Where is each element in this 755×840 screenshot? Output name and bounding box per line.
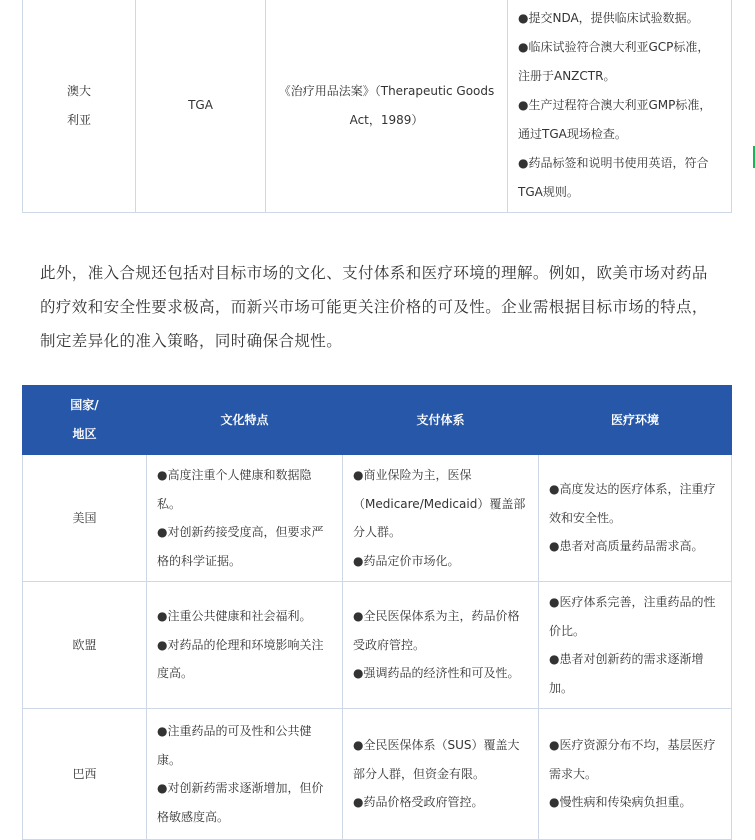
payment-cell <box>343 455 539 582</box>
cell-item: ●注重公共健康和社会福利。 <box>157 609 312 624</box>
country-cell <box>23 0 136 213</box>
header-region-line: 国家/ <box>70 398 99 412</box>
payment-cell <box>343 582 539 709</box>
header-region-line: 地区 <box>72 427 97 441</box>
cell-item: ●医疗体系完善，注重药品的性价比。 <box>549 595 716 638</box>
requirement-item: ●临床试验符合澳大利亚GCP标准，注册于ANZCTR。 <box>518 40 710 83</box>
culture-cell <box>147 582 343 709</box>
requirement-item: ●提交NDA，提供临床试验数据。 <box>518 11 699 25</box>
cell-item: ●对药品的伦理和环境影响关注度高。 <box>157 637 324 681</box>
cell-item: ●对创新药接受度高，但要求严格的科学证据。 <box>157 525 324 568</box>
cell-item: ●高度注重个人健康和数据隐私。 <box>157 468 312 511</box>
header-payment: 支付体系 <box>343 386 539 455</box>
payment-cell <box>343 709 539 840</box>
requirement-item: ●生产过程符合澳大利亚GMP标准，通过TGA现场检查。 <box>518 98 712 141</box>
table-row <box>23 582 732 709</box>
country-line: 利亚 <box>66 112 91 127</box>
cell-item: ●药品定价市场化。 <box>353 553 460 568</box>
australia-regulation-table <box>22 0 732 213</box>
table-row <box>23 0 732 213</box>
header-culture: 文化特点 <box>147 386 343 455</box>
cell-item: ●商业保险为主，医保（Medicare/Medicaid）覆盖部分人群。 <box>353 468 526 539</box>
region-cell: 巴西 <box>23 709 147 840</box>
cell-item: ●患者对高质量药品需求高。 <box>549 539 704 554</box>
market-comparison-table <box>22 385 732 840</box>
cell-item: ●患者对创新药的需求逐渐增加。 <box>549 652 704 695</box>
cell-item: ●药品价格受政府管控。 <box>353 795 484 810</box>
medical-cell <box>539 455 732 582</box>
cell-item: ●全民医保体系为主，药品价格受政府管控。 <box>353 609 520 652</box>
cell-item: ●注重药品的可及性和公共健康。 <box>157 724 312 767</box>
cell-item: ●慢性病和传染病负担重。 <box>549 795 692 810</box>
culture-cell <box>147 455 343 582</box>
table-row <box>23 709 732 840</box>
law-cell: 《治疗用品法案》（Therapeutic Goods Act，1989） <box>266 0 508 213</box>
medical-cell <box>539 582 732 709</box>
cell-item: ●强调药品的经济性和可及性。 <box>353 666 520 681</box>
region-cell: 美国 <box>23 455 147 582</box>
table-row <box>23 455 732 582</box>
medical-cell <box>539 709 732 840</box>
cell-item: ●全民医保体系（SUS）覆盖大部分人群，但资金有限。 <box>353 738 520 781</box>
intro-paragraph: 此外，准入合规还包括对目标市场的文化、支付体系和医疗环境的理解。例如，欧美市场对药品的疗效和安全性要求极高，而新兴市场可能更关注价格的可及性。企业需根据目标市场的特点，制定差异化的准入策略，同时确保合规性。 <box>40 264 708 350</box>
country-line: 澳大 <box>66 83 91 98</box>
header-medical: 医疗环境 <box>539 386 732 455</box>
region-cell: 欧盟 <box>23 582 147 709</box>
requirements-cell <box>508 0 732 213</box>
header-region <box>23 386 147 455</box>
cell-item: ●高度发达的医疗体系，注重疗效和安全性。 <box>549 482 716 525</box>
requirement-item: ●药品标签和说明书使用英语，符合TGA规则。 <box>518 156 709 199</box>
cell-item: ●对创新药需求逐渐增加，但价格敏感度高。 <box>157 781 324 824</box>
cell-item: ●医疗资源分布不均，基层医疗需求大。 <box>549 738 716 781</box>
culture-cell <box>147 709 343 840</box>
table-header-row <box>23 386 732 455</box>
agency-cell: TGA <box>136 0 266 213</box>
